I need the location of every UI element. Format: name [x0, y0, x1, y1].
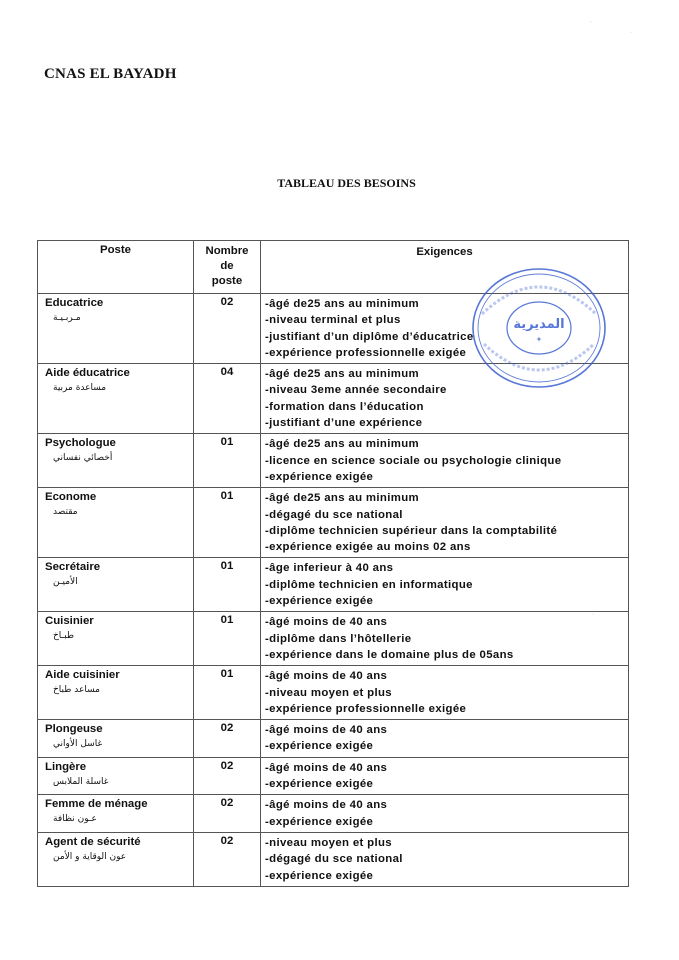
- poste-title: Secrétaire: [45, 561, 101, 574]
- nombre-cell: [194, 434, 261, 488]
- official-stamp: [470, 266, 608, 390]
- requirement-line: -expérience exigée: [265, 740, 374, 753]
- poste-title-arabic: مساعد طباخ: [53, 685, 100, 696]
- table-row: [38, 666, 629, 720]
- requirement-line: -expérience exigée: [265, 778, 374, 791]
- exigences-cell: [261, 488, 629, 558]
- requirement-line: -justifiant d’un diplôme d’éducatrice: [265, 330, 474, 343]
- requirement-line: -âgé moins de 40 ans: [265, 670, 388, 683]
- poste-title-arabic: مـربـيـة: [53, 313, 81, 323]
- table-row: [38, 832, 629, 886]
- requirement-line: -niveau moyen et plus: [265, 686, 392, 699]
- poste-cell: [38, 795, 194, 833]
- poste-title-arabic: عـون نظافة: [53, 814, 97, 825]
- poste-title: Plongeuse: [45, 723, 103, 736]
- requirement-line: -âgé de25 ans au minimum: [265, 298, 419, 310]
- svg-text:✦: ✦: [535, 335, 543, 344]
- table-row: [38, 757, 629, 795]
- exigences-cell: [261, 795, 629, 833]
- nombre-value: 01: [220, 560, 234, 573]
- poste-cell: [38, 434, 194, 488]
- nombre-value: 01: [220, 490, 234, 503]
- nombre-cell: [194, 364, 261, 434]
- poste-title-arabic: طبـاخ: [53, 631, 75, 642]
- requirement-line: -expérience exigée: [265, 470, 374, 483]
- poste-title-arabic: مساعدة مربية: [53, 383, 107, 394]
- exigences-cell: [261, 612, 629, 666]
- poste-title: Aide éducatrice: [45, 367, 130, 380]
- header-nombre-label: Nombre de poste: [205, 245, 249, 287]
- poste-title: Psychologue: [45, 437, 116, 450]
- exigences-cell: [261, 666, 629, 720]
- table-row: [38, 795, 629, 833]
- poste-title: Educatrice: [45, 297, 104, 309]
- requirement-line: -expérience exigée: [265, 815, 374, 828]
- poste-cell: [38, 612, 194, 666]
- table-row: [38, 488, 629, 558]
- requirement-line: -niveau moyen et plus: [265, 836, 392, 849]
- exigences-cell: [261, 757, 629, 795]
- header-exigences-label: Exigences: [416, 246, 473, 258]
- requirement-line: -justifiant d’une expérience: [265, 417, 423, 430]
- poste-title-arabic: غاسل الأواني: [53, 739, 103, 750]
- header-poste-label: Poste: [99, 244, 132, 256]
- nombre-value: 01: [220, 668, 234, 681]
- poste-title-arabic: أخصائي نفساني: [53, 453, 113, 464]
- nombre-value: 02: [220, 759, 234, 772]
- poste-cell: [38, 757, 194, 795]
- nombre-value: 02: [220, 296, 234, 308]
- requirement-line: -diplôme technicien supérieur dans la comptabilité: [265, 524, 558, 537]
- nombre-cell: [194, 558, 261, 612]
- nombre-value: 01: [220, 436, 234, 449]
- requirement-line: -expérience exigée: [265, 869, 374, 882]
- table-row: [38, 434, 629, 488]
- requirement-line: -âgé moins de 40 ans: [265, 761, 388, 774]
- exigences-cell: [261, 558, 629, 612]
- exigences-cell: [261, 434, 629, 488]
- poste-title: Cuisinier: [45, 615, 94, 628]
- header-poste: [38, 241, 194, 294]
- poste-title: Lingère: [45, 760, 87, 773]
- poste-title-arabic: غاسلة الملابس: [53, 776, 109, 787]
- poste-title: Agent de sécurité: [45, 835, 141, 848]
- table-row: [38, 612, 629, 666]
- organization-name: CNAS EL BAYADH: [44, 66, 177, 82]
- requirement-line: -niveau terminal et plus: [265, 314, 401, 327]
- requirement-line: -âgé moins de 40 ans: [265, 616, 388, 629]
- requirement-line: -âgé de25 ans au minimum: [265, 368, 419, 381]
- requirement-line: -expérience exigée: [265, 595, 374, 608]
- requirement-line: -niveau 3eme année secondaire: [265, 384, 447, 397]
- nombre-value: 02: [220, 797, 234, 810]
- nombre-cell: [194, 612, 261, 666]
- requirement-line: -âgé de25 ans au minimum: [265, 438, 419, 451]
- nombre-cell: [194, 294, 261, 364]
- poste-title: Femme de ménage: [45, 798, 148, 811]
- poste-cell: [38, 720, 194, 758]
- exigences-cell: [261, 720, 629, 758]
- requirement-line: -âgé de25 ans au minimum: [265, 492, 419, 505]
- requirement-line: -formation dans l’éducation: [265, 400, 424, 413]
- nombre-cell: [194, 832, 261, 886]
- requirement-line: -expérience dans le domaine plus de 05ans: [265, 648, 514, 661]
- requirement-line: -diplôme technicien en informatique: [265, 578, 473, 591]
- exigences-cell: [261, 832, 629, 886]
- requirement-line: -âgé moins de 40 ans: [265, 799, 388, 812]
- requirement-line: -expérience professionnelle exigée: [265, 702, 467, 715]
- requirement-line: -diplôme dans l’hôtellerie: [265, 632, 412, 645]
- table-row: [38, 720, 629, 758]
- requirement-line: -dégagé du sce national: [265, 508, 403, 521]
- poste-cell: [38, 294, 194, 364]
- poste-title-arabic: مقتصد: [53, 507, 78, 518]
- poste-title-arabic: الأميـن: [53, 577, 78, 588]
- requirement-line: -expérience exigée au moins 02 ans: [265, 541, 471, 554]
- requirement-line: -licence en science sociale ou psychologie clinique: [265, 454, 562, 467]
- stamp-center-text: المديرية: [513, 317, 565, 332]
- nombre-cell: [194, 795, 261, 833]
- nombre-cell: [194, 720, 261, 758]
- nombre-value: 02: [220, 834, 234, 847]
- nombre-value: 01: [220, 614, 234, 627]
- header-nombre: [194, 241, 261, 294]
- table-row: [38, 558, 629, 612]
- requirement-line: -dégagé du sce national: [265, 853, 403, 866]
- poste-title: Aide cuisinier: [45, 669, 120, 682]
- requirement-line: -expérience professionnelle exigée: [265, 346, 467, 359]
- nombre-cell: [194, 757, 261, 795]
- poste-cell: [38, 488, 194, 558]
- poste-cell: [38, 666, 194, 720]
- requirement-line: -âge inferieur à 40 ans: [265, 562, 394, 575]
- poste-cell: [38, 558, 194, 612]
- requirement-line: -âgé moins de 40 ans: [265, 724, 388, 737]
- poste-cell: [38, 364, 194, 434]
- nombre-cell: [194, 666, 261, 720]
- poste-title-arabic: عون الوقاية و الأمن: [53, 851, 127, 862]
- nombre-cell: [194, 488, 261, 558]
- poste-title: Econome: [45, 491, 97, 504]
- nombre-value: 04: [220, 366, 234, 379]
- poste-cell: [38, 832, 194, 886]
- document-title: TABLEAU DES BESOINS: [277, 176, 416, 190]
- nombre-value: 02: [220, 722, 234, 735]
